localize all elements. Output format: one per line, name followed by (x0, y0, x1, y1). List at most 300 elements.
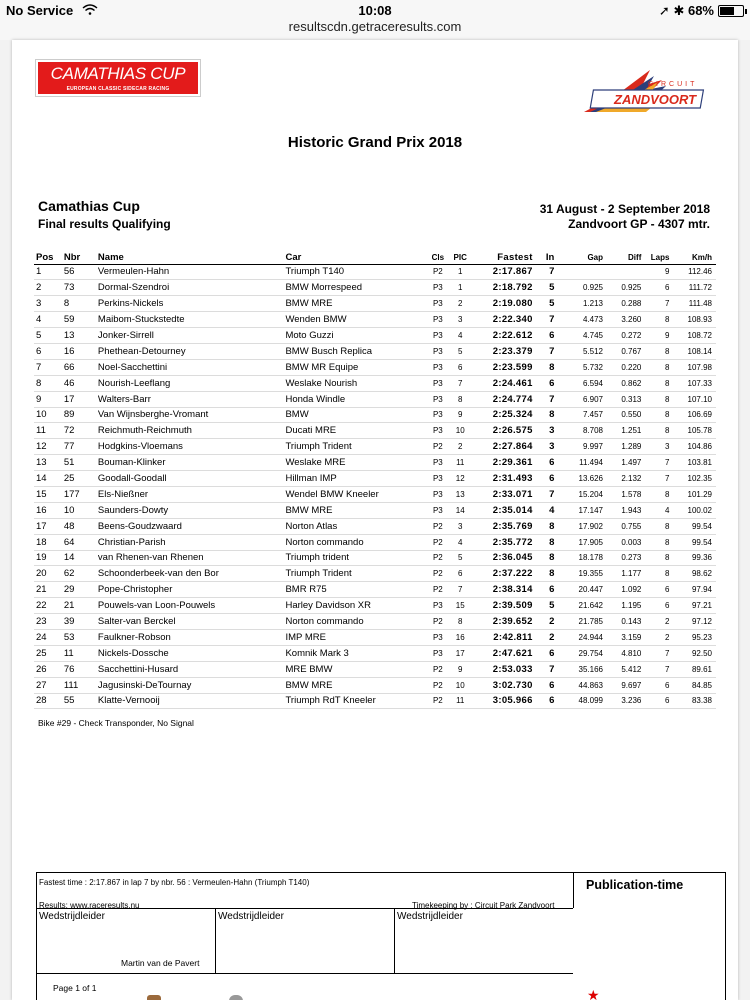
cell-pic: 1 (450, 280, 471, 296)
cell-speed: 111.72 (675, 280, 716, 296)
cell-fastest: 2:23.379 (471, 343, 533, 359)
cell-gap: 48.099 (560, 693, 603, 709)
cell-number: 53 (64, 629, 98, 645)
cell-laps: 7 (641, 645, 675, 661)
cell-speed: 107.98 (675, 359, 716, 375)
cell-gap: 13.626 (560, 471, 603, 487)
column-header-number: Nbr (64, 252, 98, 264)
cell-class: P2 (426, 693, 449, 709)
cell-pic: 9 (450, 407, 471, 423)
cell-number: 51 (64, 455, 98, 471)
cell-pic: 5 (450, 550, 471, 566)
cell-car: BMW (285, 407, 426, 423)
table-row (34, 645, 716, 661)
cell-number: 14 (64, 550, 98, 566)
cell-name: Klatte-Vernooij (98, 693, 286, 709)
cell-pic: 4 (450, 534, 471, 550)
cell-fastest: 2:39.652 (471, 614, 533, 630)
cell-diff: 1.092 (603, 582, 641, 598)
cell-laps: 7 (641, 455, 675, 471)
cell-number: 111 (64, 677, 98, 693)
cell-name: Van Wijnsberghe-Vromant (98, 407, 286, 423)
cell-pic: 9 (450, 661, 471, 677)
cell-pic: 12 (450, 471, 471, 487)
cell-car: Honda Windle (285, 391, 426, 407)
cell-diff: 5.412 (603, 661, 641, 677)
cell-laps: 4 (641, 502, 675, 518)
cell-in-lap: 8 (533, 534, 561, 550)
signature-divider (394, 908, 395, 973)
cell-laps: 8 (641, 566, 675, 582)
cell-laps: 9 (641, 328, 675, 344)
cell-pic: 16 (450, 629, 471, 645)
cell-class: P2 (426, 264, 449, 280)
cell-fastest: 2:19.080 (471, 296, 533, 312)
cell-in-lap: 2 (533, 614, 561, 630)
page-title: Historic Grand Prix 2018 (287, 134, 463, 151)
cell-position: 5 (34, 328, 64, 344)
cell-diff: 1.289 (603, 439, 641, 455)
cell-pic: 7 (450, 375, 471, 391)
cell-gap: 15.204 (560, 486, 603, 502)
cell-name: Faulkner-Robson (98, 629, 286, 645)
table-row (34, 264, 716, 280)
cell-gap: 21.642 (560, 598, 603, 614)
cell-name: Jagusinski-DeTournay (98, 677, 286, 693)
cell-name: Maibom-Stuckstedte (98, 312, 286, 328)
cell-in-lap: 8 (533, 550, 561, 566)
cell-class: P3 (426, 423, 449, 439)
cell-diff: 0.143 (603, 614, 641, 630)
cell-name: Beens-Goudzwaard (98, 518, 286, 534)
cell-car: Triumph RdT Kneeler (285, 693, 426, 709)
cell-in-lap: 6 (533, 375, 561, 391)
cell-name: Salter-van Berckel (98, 614, 286, 630)
cell-position: 25 (34, 645, 64, 661)
cell-fastest: 2:35.769 (471, 518, 533, 534)
cell-gap: 4.745 (560, 328, 603, 344)
cell-car: BMW MRE (285, 677, 426, 693)
cell-fastest: 2:24.774 (471, 391, 533, 407)
results-body (34, 264, 716, 709)
table-row (34, 296, 716, 312)
table-row (34, 343, 716, 359)
table-row (34, 614, 716, 630)
cell-pic: 3 (450, 312, 471, 328)
table-row (34, 423, 716, 439)
cell-car: Moto Guzzi (285, 328, 426, 344)
cell-fastest: 2:35.772 (471, 534, 533, 550)
event-venue: Zandvoort GP - 4307 mtr. (568, 217, 710, 231)
footer-divider (37, 908, 573, 909)
cell-in-lap: 6 (533, 693, 561, 709)
cell-in-lap: 6 (533, 471, 561, 487)
results-table (34, 252, 716, 709)
cell-pic: 15 (450, 598, 471, 614)
cell-fastest: 2:22.612 (471, 328, 533, 344)
official-label: Wedstrijdleider (218, 911, 284, 922)
cell-class: P3 (426, 407, 449, 423)
logo-left-subtitle: EUROPEAN CLASSIC SIDECAR RACING (66, 86, 170, 92)
cell-number: 39 (64, 614, 98, 630)
cell-position: 26 (34, 661, 64, 677)
cell-in-lap: 8 (533, 407, 561, 423)
cell-fastest: 2:26.575 (471, 423, 533, 439)
cell-number: 17 (64, 391, 98, 407)
cell-gap: 18.178 (560, 550, 603, 566)
cell-gap: 1.213 (560, 296, 603, 312)
cell-position: 24 (34, 629, 64, 645)
cell-speed: 108.72 (675, 328, 716, 344)
cell-in-lap: 7 (533, 312, 561, 328)
cell-diff: 9.697 (603, 677, 641, 693)
cell-position: 15 (34, 486, 64, 502)
table-row (34, 677, 716, 693)
cell-position: 22 (34, 598, 64, 614)
cell-pic: 3 (450, 518, 471, 534)
cell-laps: 7 (641, 296, 675, 312)
cell-name: Perkins-Nickels (98, 296, 286, 312)
cell-speed: 108.93 (675, 312, 716, 328)
cell-fastest: 2:39.509 (471, 598, 533, 614)
cell-pic: 1 (450, 264, 471, 280)
cell-class: P3 (426, 502, 449, 518)
status-bar (0, 0, 750, 40)
cell-number: 73 (64, 280, 98, 296)
cell-car: Weslake Nourish (285, 375, 426, 391)
sponsor-logo-fragment (147, 995, 161, 1000)
cell-laps: 3 (641, 439, 675, 455)
cell-position: 21 (34, 582, 64, 598)
cell-name: Vermeulen-Hahn (98, 264, 286, 280)
table-row (34, 407, 716, 423)
page-number: Page 1 of 1 (53, 983, 97, 993)
address-bar-url[interactable]: resultscdn.getraceresults.com (288, 19, 462, 34)
cell-car: MRE BMW (285, 661, 426, 677)
cell-car: Triumph trident (285, 550, 426, 566)
cell-speed: 97.94 (675, 582, 716, 598)
cell-diff: 1.943 (603, 502, 641, 518)
cell-position: 14 (34, 471, 64, 487)
cell-diff: 1.251 (603, 423, 641, 439)
cell-position: 12 (34, 439, 64, 455)
cell-class: P2 (426, 534, 449, 550)
cell-diff: 0.288 (603, 296, 641, 312)
cell-position: 2 (34, 280, 64, 296)
footer-divider (37, 973, 573, 974)
cell-name: Nourish-Leeflang (98, 375, 286, 391)
cell-fastest: 2:37.222 (471, 566, 533, 582)
transponder-note: Bike #29 - Check Transponder, No Signal (38, 718, 194, 728)
cell-laps: 8 (641, 375, 675, 391)
column-header-class: Cls (426, 252, 449, 264)
cell-gap: 17.905 (560, 534, 603, 550)
carrier-label: No Service (6, 3, 74, 18)
cell-speed: 107.33 (675, 375, 716, 391)
cell-diff: 3.236 (603, 693, 641, 709)
cell-fastest: 2:35.014 (471, 502, 533, 518)
results-document (12, 40, 738, 1000)
column-header-name: Name (98, 252, 286, 264)
column-header-in-lap: In (533, 252, 561, 264)
cell-car: Norton commando (285, 534, 426, 550)
cell-class: P3 (426, 471, 449, 487)
cell-gap: 8.708 (560, 423, 603, 439)
cell-pic: 14 (450, 502, 471, 518)
cell-speed: 97.21 (675, 598, 716, 614)
cell-name: Noel-Sacchettini (98, 359, 286, 375)
cell-car: BMW MR Equipe (285, 359, 426, 375)
cell-diff: 0.273 (603, 550, 641, 566)
column-header-diff: Diff (603, 252, 641, 264)
star-icon: ★ (587, 987, 600, 1000)
cell-pic: 6 (450, 359, 471, 375)
cell-pic: 2 (450, 439, 471, 455)
cell-diff: 0.755 (603, 518, 641, 534)
column-header-fastest: Fastest (471, 252, 533, 264)
cell-number: 77 (64, 439, 98, 455)
cell-name: Walters-Barr (98, 391, 286, 407)
cell-position: 7 (34, 359, 64, 375)
location-icon: ➚ (658, 3, 670, 18)
cell-laps: 8 (641, 534, 675, 550)
cell-car: Ducati MRE (285, 423, 426, 439)
cell-position: 9 (34, 391, 64, 407)
cell-speed: 95.23 (675, 629, 716, 645)
cell-diff: 3.260 (603, 312, 641, 328)
cell-fastest: 3:02.730 (471, 677, 533, 693)
cell-number: 8 (64, 296, 98, 312)
cell-position: 28 (34, 693, 64, 709)
cell-in-lap: 7 (533, 343, 561, 359)
cell-diff: 4.810 (603, 645, 641, 661)
cell-name: Nickels-Dossche (98, 645, 286, 661)
cup-name: Camathias Cup (38, 198, 140, 214)
cell-class: P3 (426, 629, 449, 645)
cell-speed: 92.50 (675, 645, 716, 661)
cell-gap: 9.997 (560, 439, 603, 455)
table-row (34, 550, 716, 566)
cell-diff: 0.220 (603, 359, 641, 375)
cell-diff: 0.003 (603, 534, 641, 550)
cell-class: P2 (426, 661, 449, 677)
cell-laps: 8 (641, 550, 675, 566)
cell-name: Els-Nießner (98, 486, 286, 502)
cell-speed: 108.14 (675, 343, 716, 359)
cell-in-lap: 8 (533, 359, 561, 375)
cell-speed: 111.48 (675, 296, 716, 312)
cell-number: 59 (64, 312, 98, 328)
cell-car: Triumph T140 (285, 264, 426, 280)
cell-speed: 106.69 (675, 407, 716, 423)
cell-diff: 3.159 (603, 629, 641, 645)
table-row (34, 471, 716, 487)
cell-class: P3 (426, 328, 449, 344)
cell-position: 19 (34, 550, 64, 566)
table-row (34, 582, 716, 598)
table-row (34, 693, 716, 709)
timekeeping-credit: Timekeeping by : Circuit Park Zandvoort (412, 901, 555, 910)
table-row (34, 391, 716, 407)
cell-position: 20 (34, 566, 64, 582)
cell-position: 11 (34, 423, 64, 439)
cell-in-lap: 2 (533, 629, 561, 645)
cell-diff: 0.862 (603, 375, 641, 391)
cell-fastest: 2:38.314 (471, 582, 533, 598)
battery-percent: 68% (687, 3, 714, 18)
cell-speed: 99.54 (675, 534, 716, 550)
camathias-cup-logo (36, 60, 200, 96)
cell-diff: 1.177 (603, 566, 641, 582)
cell-car: BMR R75 (285, 582, 426, 598)
cell-in-lap: 4 (533, 502, 561, 518)
cell-pic: 17 (450, 645, 471, 661)
column-header-speed: Km/h (675, 252, 716, 264)
cell-car: Weslake MRE (285, 455, 426, 471)
sponsor-logo-fragment (229, 995, 243, 1000)
cell-car: Norton commando (285, 614, 426, 630)
cell-laps: 8 (641, 423, 675, 439)
fastest-time-summary: Fastest time : 2:17.867 in lap 7 by nbr. 56 : Vermeulen-Hahn (Triumph T140) (39, 878, 310, 887)
table-row (34, 598, 716, 614)
cell-in-lap: 7 (533, 661, 561, 677)
cell-speed: 84.85 (675, 677, 716, 693)
cell-diff: 0.925 (603, 280, 641, 296)
cell-gap (560, 264, 603, 280)
cell-position: 18 (34, 534, 64, 550)
cell-pic: 8 (450, 391, 471, 407)
cell-number: 89 (64, 407, 98, 423)
cell-laps: 6 (641, 677, 675, 693)
cell-laps: 7 (641, 471, 675, 487)
cell-car: IMP MRE (285, 629, 426, 645)
cell-name: Bouman-Klinker (98, 455, 286, 471)
cell-name: Sacchettini-Husard (98, 661, 286, 677)
cell-laps: 8 (641, 312, 675, 328)
cell-diff: 1.578 (603, 486, 641, 502)
cell-number: 21 (64, 598, 98, 614)
cell-in-lap: 3 (533, 423, 561, 439)
cell-gap: 11.494 (560, 455, 603, 471)
cell-gap: 6.594 (560, 375, 603, 391)
cell-gap: 5.732 (560, 359, 603, 375)
cell-gap: 7.457 (560, 407, 603, 423)
table-row (34, 502, 716, 518)
cell-name: Pouwels-van Loon-Pouwels (98, 598, 286, 614)
cell-speed: 105.78 (675, 423, 716, 439)
cell-gap: 6.907 (560, 391, 603, 407)
cell-car: Wenden BMW (285, 312, 426, 328)
cell-in-lap: 5 (533, 598, 561, 614)
cell-name: Reichmuth-Reichmuth (98, 423, 286, 439)
cell-position: 1 (34, 264, 64, 280)
cell-speed: 103.81 (675, 455, 716, 471)
cell-fastest: 2:33.071 (471, 486, 533, 502)
cell-name: van Rhenen-van Rhenen (98, 550, 286, 566)
cell-diff: 0.313 (603, 391, 641, 407)
cell-laps: 6 (641, 693, 675, 709)
cell-in-lap: 3 (533, 439, 561, 455)
cell-gap: 5.512 (560, 343, 603, 359)
logo-right-top: CIRCUIT (648, 81, 698, 88)
cell-class: P2 (426, 677, 449, 693)
cell-car: Harley Davidson XR (285, 598, 426, 614)
cell-car: Komnik Mark 3 (285, 645, 426, 661)
cell-speed: 98.62 (675, 566, 716, 582)
table-row (34, 455, 716, 471)
table-row (34, 534, 716, 550)
cell-class: P3 (426, 296, 449, 312)
cell-number: 177 (64, 486, 98, 502)
cell-gap: 21.785 (560, 614, 603, 630)
cell-class: P3 (426, 280, 449, 296)
cell-name: Goodall-Goodall (98, 471, 286, 487)
cell-gap: 20.447 (560, 582, 603, 598)
table-row (34, 280, 716, 296)
column-header-laps: Laps (641, 252, 675, 264)
cell-position: 27 (34, 677, 64, 693)
cell-gap: 17.902 (560, 518, 603, 534)
cell-fastest: 2:29.361 (471, 455, 533, 471)
cell-number: 10 (64, 502, 98, 518)
cell-class: P2 (426, 439, 449, 455)
cell-number: 16 (64, 343, 98, 359)
publication-time-label: Publication-time (586, 878, 684, 892)
results-url: Results: www.raceresults.nu (39, 901, 140, 910)
cell-laps: 8 (641, 391, 675, 407)
cell-speed: 89.61 (675, 661, 716, 677)
cell-car: BMW Busch Replica (285, 343, 426, 359)
cell-number: 11 (64, 645, 98, 661)
results-type: Final results Qualifying (38, 217, 171, 231)
cell-position: 3 (34, 296, 64, 312)
cell-fastest: 2:27.864 (471, 439, 533, 455)
cell-gap: 4.473 (560, 312, 603, 328)
table-row (34, 629, 716, 645)
cell-name: Christian-Parish (98, 534, 286, 550)
cell-number: 64 (64, 534, 98, 550)
cell-position: 17 (34, 518, 64, 534)
cell-in-lap: 6 (533, 328, 561, 344)
cell-class: P3 (426, 486, 449, 502)
cell-speed: 100.02 (675, 502, 716, 518)
cell-gap: 0.925 (560, 280, 603, 296)
cell-pic: 10 (450, 423, 471, 439)
cell-fastest: 2:53.033 (471, 661, 533, 677)
cell-in-lap: 6 (533, 645, 561, 661)
system-indicators (659, 3, 714, 19)
cell-diff: 1.195 (603, 598, 641, 614)
cell-class: P3 (426, 455, 449, 471)
cell-pic: 11 (450, 455, 471, 471)
cell-car: Triumph Trident (285, 566, 426, 582)
table-row (34, 518, 716, 534)
cell-laps: 2 (641, 629, 675, 645)
cell-diff: 0.767 (603, 343, 641, 359)
battery-icon (718, 5, 744, 17)
cell-in-lap: 8 (533, 518, 561, 534)
cell-number: 29 (64, 582, 98, 598)
cell-car: Norton Atlas (285, 518, 426, 534)
table-row (34, 566, 716, 582)
table-row (34, 439, 716, 455)
cell-in-lap: 7 (533, 486, 561, 502)
cell-speed: 99.36 (675, 550, 716, 566)
cell-car: Triumph Trident (285, 439, 426, 455)
cell-in-lap: 6 (533, 455, 561, 471)
cell-fastest: 2:17.867 (471, 264, 533, 280)
cell-laps: 8 (641, 407, 675, 423)
